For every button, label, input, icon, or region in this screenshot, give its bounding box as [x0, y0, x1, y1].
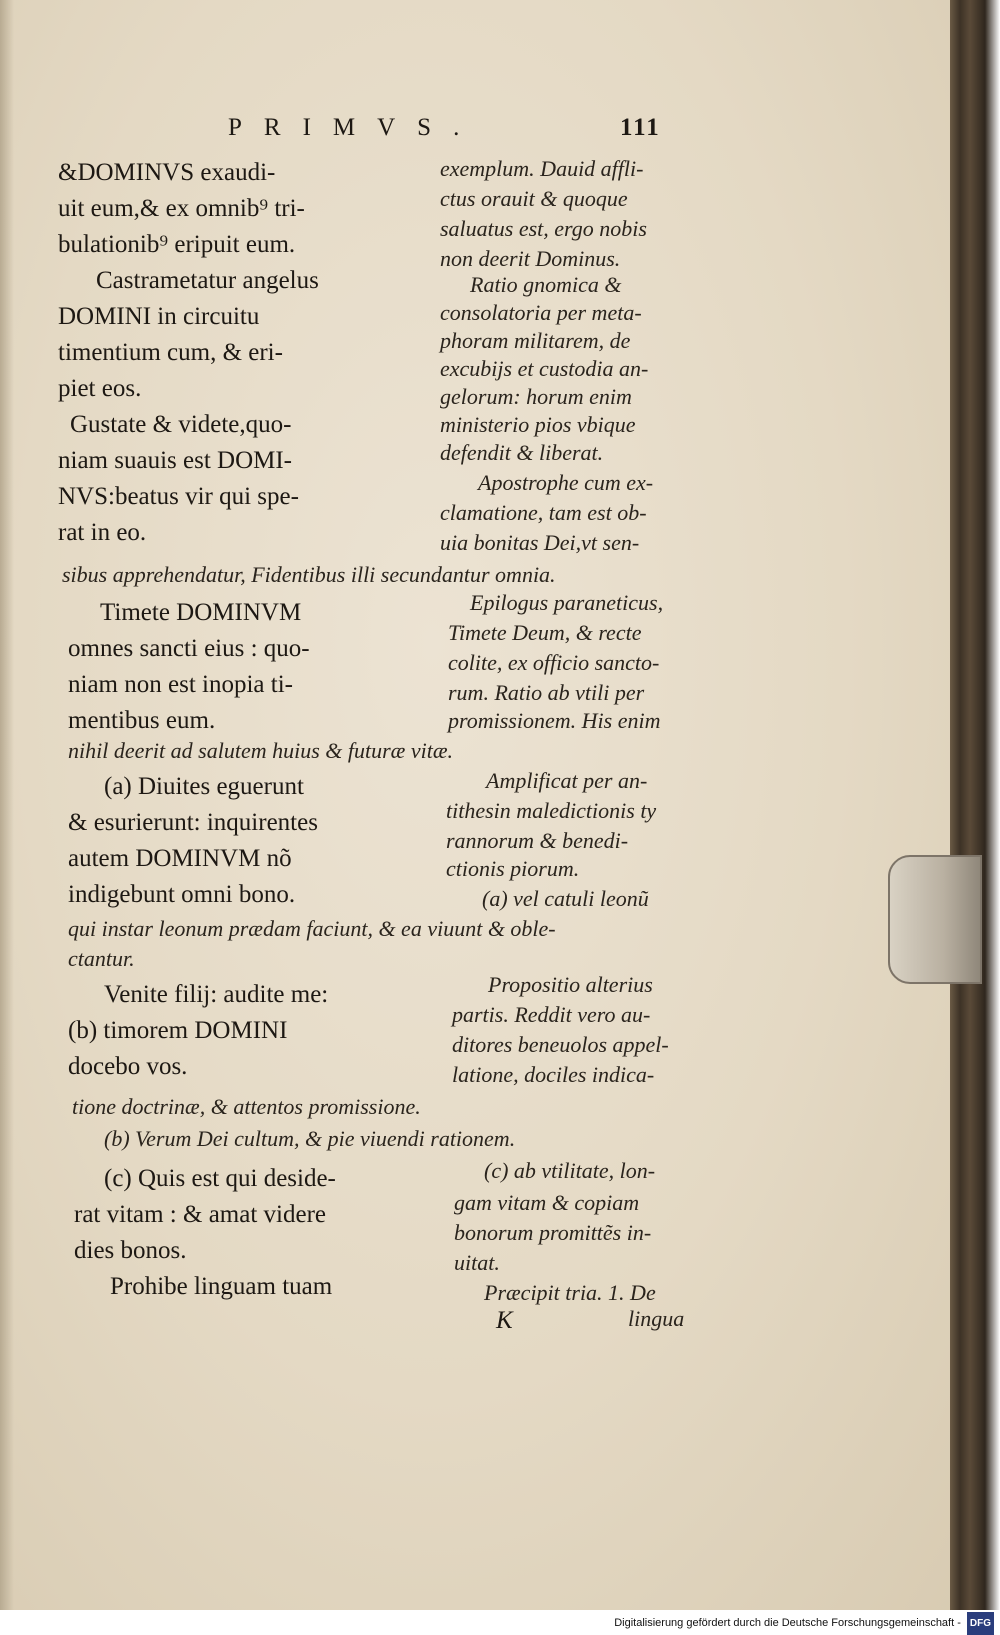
main-line: Timete DOMINVM — [100, 599, 302, 626]
main-line: &DOMINVS exaudi- — [58, 159, 276, 186]
note-line: Amplificat per an- — [486, 768, 648, 793]
main-line: dies bonos. — [74, 1237, 187, 1264]
main-line: mentibus eum. — [68, 707, 216, 734]
main-line: uit eum,& ex omnib⁹ tri- — [58, 195, 305, 222]
main-line: rat vitam : & amat videre — [74, 1201, 326, 1228]
main-line: piet eos. — [58, 375, 142, 402]
note-line: Epilogus paraneticus, — [470, 590, 664, 615]
main-line: Gustate & videte,quo- — [70, 411, 292, 438]
main-line: omnes sancti eius : quo- — [68, 635, 310, 662]
note-line: ministerio pios vbique — [440, 412, 636, 437]
note-line-full: (b) Verum Dei cultum, & pie viuendi rationem. — [104, 1126, 516, 1151]
digitization-footer — [0, 1612, 1000, 1633]
note-line: (c) ab vtilitate, lon- — [484, 1158, 656, 1183]
dfg-logo-icon: DFG — [967, 1612, 994, 1635]
note-line-full: sibus apprehendatur, Fidentibus illi secundantur omnia. — [62, 562, 556, 587]
note-line: Apostrophe cum ex- — [478, 470, 654, 495]
note-line: (a) vel catuli leonũ — [482, 886, 649, 911]
note-line: bonorum promittẽs in- — [454, 1220, 652, 1245]
main-line: NVS:beatus vir qui spe- — [58, 483, 299, 510]
main-line: docebo vos. — [68, 1053, 188, 1080]
note-line: uitat. — [454, 1250, 500, 1275]
main-line: rat in eo. — [58, 519, 147, 546]
note-line: colite, ex officio sancto- — [448, 650, 660, 675]
note-line: Præcipit tria. 1. De — [484, 1280, 656, 1305]
main-line: (c) Quis est qui deside- — [104, 1165, 336, 1192]
page-clip — [888, 855, 982, 984]
note-line: Timete Deum, & recte — [448, 620, 642, 645]
main-line: (a) Diuites eguerunt — [104, 773, 304, 800]
main-line: niam non est inopia ti- — [68, 671, 293, 698]
running-title: PRIMVS. — [228, 114, 482, 141]
main-line: Prohibe linguam tuam — [110, 1273, 333, 1300]
note-line: clamatione, tam est ob- — [440, 500, 647, 525]
note-line: partis. Reddit vero au- — [452, 1002, 651, 1027]
note-line: ctionis piorum. — [446, 856, 580, 881]
catchword: lingua — [628, 1306, 685, 1331]
folio-number: 111 — [620, 114, 661, 141]
note-line: latione, dociles indica- — [452, 1062, 655, 1087]
main-line: & esurierunt: inquirentes — [68, 809, 318, 836]
note-line: Ratio gnomica & — [470, 272, 622, 297]
gutter-shadow — [0, 0, 14, 1610]
footer-text: Digitalisierung gefördert durch die Deutsche Forschungsgemeinschaft - — [614, 1617, 961, 1630]
note-line: ctus orauit & quoque — [440, 186, 628, 211]
note-line: defendit & liberat. — [440, 440, 604, 465]
main-line: timentium cum, & eri- — [58, 339, 283, 366]
note-line: consolatoria per meta- — [440, 300, 642, 325]
main-line: Castrametatur angelus — [96, 267, 319, 294]
main-line: DOMINI in circuitu — [58, 303, 260, 330]
note-line: promissionem. His enim — [448, 708, 661, 733]
note-line: phoram militarem, de — [440, 328, 631, 353]
main-line: (b) timorem DOMINI — [68, 1017, 288, 1044]
note-line: saluatus est, ergo nobis — [440, 216, 647, 241]
book-fore-edge — [950, 0, 1000, 1610]
note-line-full: nihil deerit ad salutem huius & futuræ vitæ. — [68, 738, 453, 763]
note-line: exemplum. Dauid affli- — [440, 156, 644, 181]
note-line-full: ctantur. — [68, 946, 135, 971]
main-line: niam suauis est DOMI- — [58, 447, 292, 474]
note-line-full: tione doctrinæ, & attentos promissione. — [72, 1094, 421, 1119]
note-line: gam vitam & copiam — [454, 1190, 640, 1215]
note-line: gelorum: horum enim — [440, 384, 632, 409]
main-line: autem DOMINVM nõ — [68, 845, 292, 872]
note-line: Propositio alterius — [488, 972, 653, 997]
note-line-full: qui instar leonum prædam faciunt, & ea viuunt & oble- — [68, 916, 556, 941]
note-line: uia bonitas Dei,vt sen- — [440, 530, 640, 555]
note-line: non deerit Dominus. — [440, 246, 621, 271]
main-line: indigebunt omni bono. — [68, 881, 296, 908]
note-line: rannorum & benedi- — [446, 828, 629, 853]
main-line: Venite filij: audite me: — [104, 981, 329, 1008]
note-line: tithesin maledictionis ty — [446, 798, 657, 823]
main-line: bulationib⁹ eripuit eum. — [58, 231, 296, 258]
note-line: rum. Ratio ab vtili per — [448, 680, 645, 705]
note-line: ditores beneuolos appel- — [452, 1032, 669, 1057]
signature-mark: K — [496, 1307, 513, 1334]
note-line: excubijs et custodia an- — [440, 356, 649, 381]
